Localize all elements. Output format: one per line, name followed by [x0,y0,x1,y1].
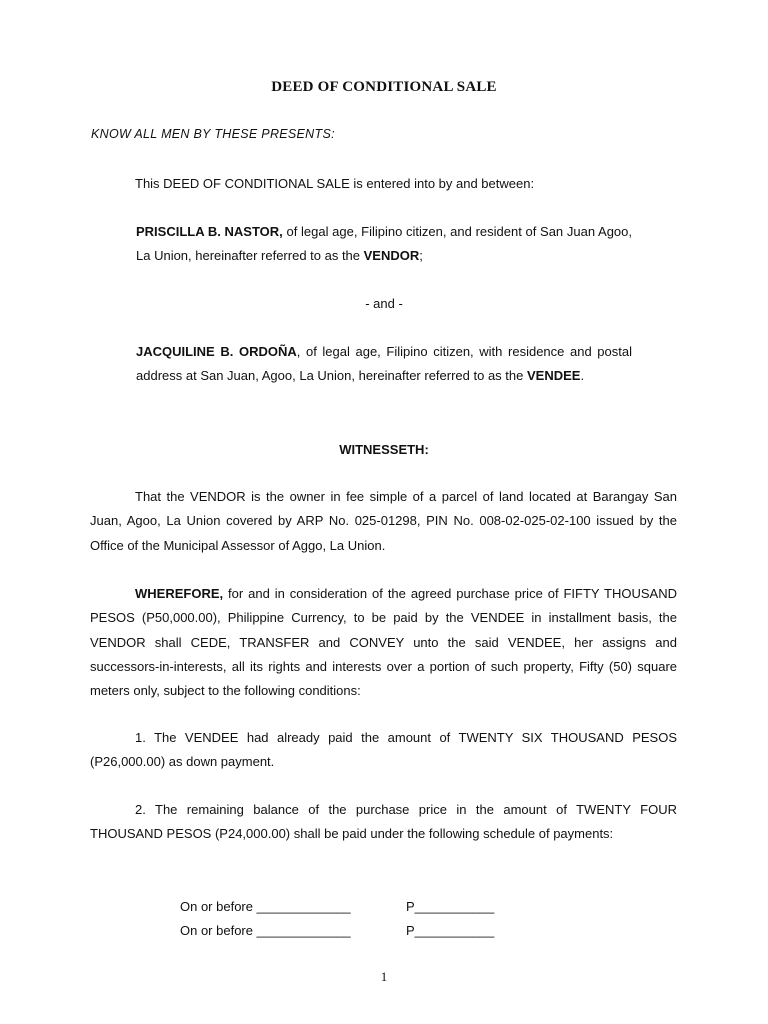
schedule-amount: P___________ [406,923,495,938]
vendor-role: VENDOR [363,248,420,264]
document-title: DEED OF CONDITIONAL SALE [271,79,497,95]
preamble: KNOW ALL MEN BY THESE PRESENTS: [91,127,335,141]
wherefore-lead: WHEREFORE, [135,586,224,601]
ownership-paragraph: That the VENDOR is the owner in fee simple of a parcel of land located at Barangay San Juan, Agoo, La Union covered by ARP No. 025-01298, PIN No. 008-02-025-02-100 issued by the Office of the Municipal Assessor of Aggo, La Union. [90,489,677,553]
condition-1-paragraph: 1. The VENDEE had already paid the amount of TWENTY SIX THOUSAND PESOS (P26,000.00) as down payment. [90,730,677,770]
vendor-name: PRISCILLA B. NASTOR, [136,224,283,239]
vendor-description: of legal age, Filipino citizen, and resident of San Juan Agoo, La Union, hereinafter referred to as the [136,224,632,264]
condition-2-paragraph: 2. The remaining balance of the purchase price in the amount of TWENTY FOUR THOUSAND PESOS (P24,000.00) shall be paid under the following schedule of payments: [90,802,677,842]
vendee-name: JACQUILINE B. ORDOÑA [136,344,297,359]
page-number: 1 [380,969,388,984]
vendee-end: . [580,368,585,384]
wherefore-paragraph [90,582,677,703]
wherefore-text: for and in consideration of the agreed purchase price of FIFTY THOUSAND PESOS (P50,000.00), Philippine Currency, to be paid by the VENDEE in installment basis, the VENDOR shall CEDE, TRANSFER and CONVEY unto the said VENDEE, her assigns and successors-in-interests, all its rights and interests over a portion of such property, Fifty (50) square meters only, subject to the following conditions: [90,586,677,699]
vendee-party-paragraph [136,340,632,389]
vendee-role: VENDEE [526,368,581,384]
vendee-description: , of legal age, Filipino citizen, with residence and postal address at San Juan, Agoo, La Union, hereinafter referred to as the [136,344,632,384]
schedule-row [180,899,520,919]
schedule-row [180,923,520,943]
schedule-amount: P___________ [406,899,495,914]
witnesseth-heading: WITNESSETH: [339,442,429,457]
schedule-date-label: On or before _____________ [180,923,351,938]
schedule-date-label: On or before _____________ [180,899,351,914]
vendor-end: ; [419,248,423,264]
vendor-party-paragraph [136,220,632,269]
intro-paragraph: This DEED OF CONDITIONAL SALE is entered into by and between: [135,176,535,191]
and-separator: - and - [365,296,403,311]
